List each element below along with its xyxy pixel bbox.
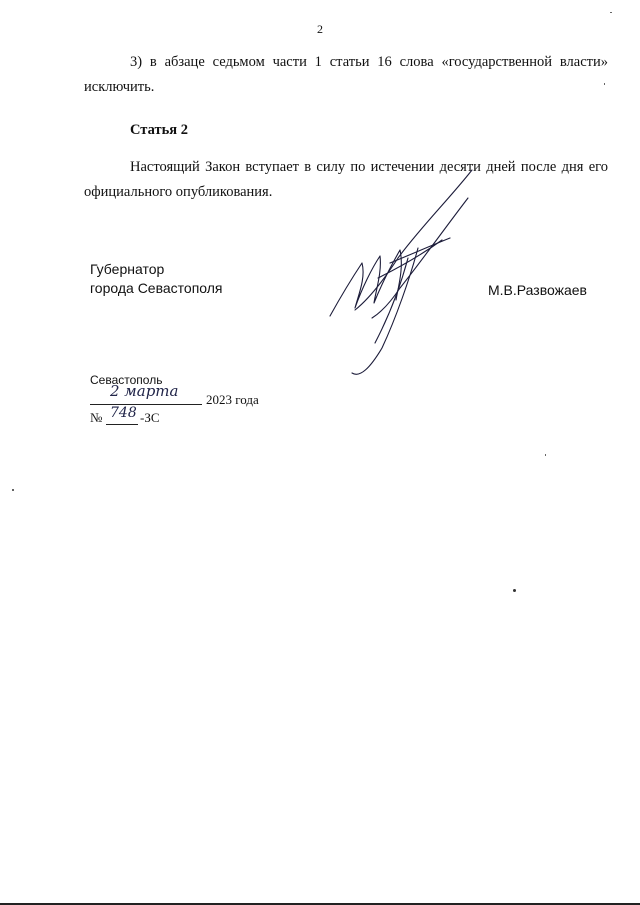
date-field xyxy=(90,384,202,405)
scan-speck xyxy=(12,489,14,491)
scan-speck xyxy=(604,83,605,85)
date-year: 2023 года xyxy=(206,392,259,407)
governor-name: М.В.Развожаев xyxy=(488,282,587,298)
page-number: 2 xyxy=(317,22,323,36)
number-suffix: -ЗС xyxy=(140,410,160,425)
signing-city: Севастополь xyxy=(90,373,163,387)
article-heading: Статья 2 xyxy=(130,122,188,138)
scan-speck xyxy=(545,454,546,456)
governor-title-line2: города Севастополя xyxy=(90,280,223,296)
governor-signature xyxy=(300,168,500,383)
governor-title xyxy=(90,260,223,298)
amendment-item-3: 3) в абзаце седьмом части 1 статьи 16 слова «государственной власти» исключить. xyxy=(84,54,608,95)
governor-title-line1: Губернатор xyxy=(90,261,165,277)
date-handwritten: 2 марта xyxy=(110,382,179,400)
number-sign: № xyxy=(90,410,103,425)
article-2-text: Настоящий Закон вступает в силу по истечении десяти дней после дня его официального опубликования. xyxy=(84,159,608,200)
number-field xyxy=(106,405,138,425)
scan-speck xyxy=(513,589,516,592)
number-handwritten: 748 xyxy=(110,405,137,421)
scan-speck xyxy=(610,12,612,13)
